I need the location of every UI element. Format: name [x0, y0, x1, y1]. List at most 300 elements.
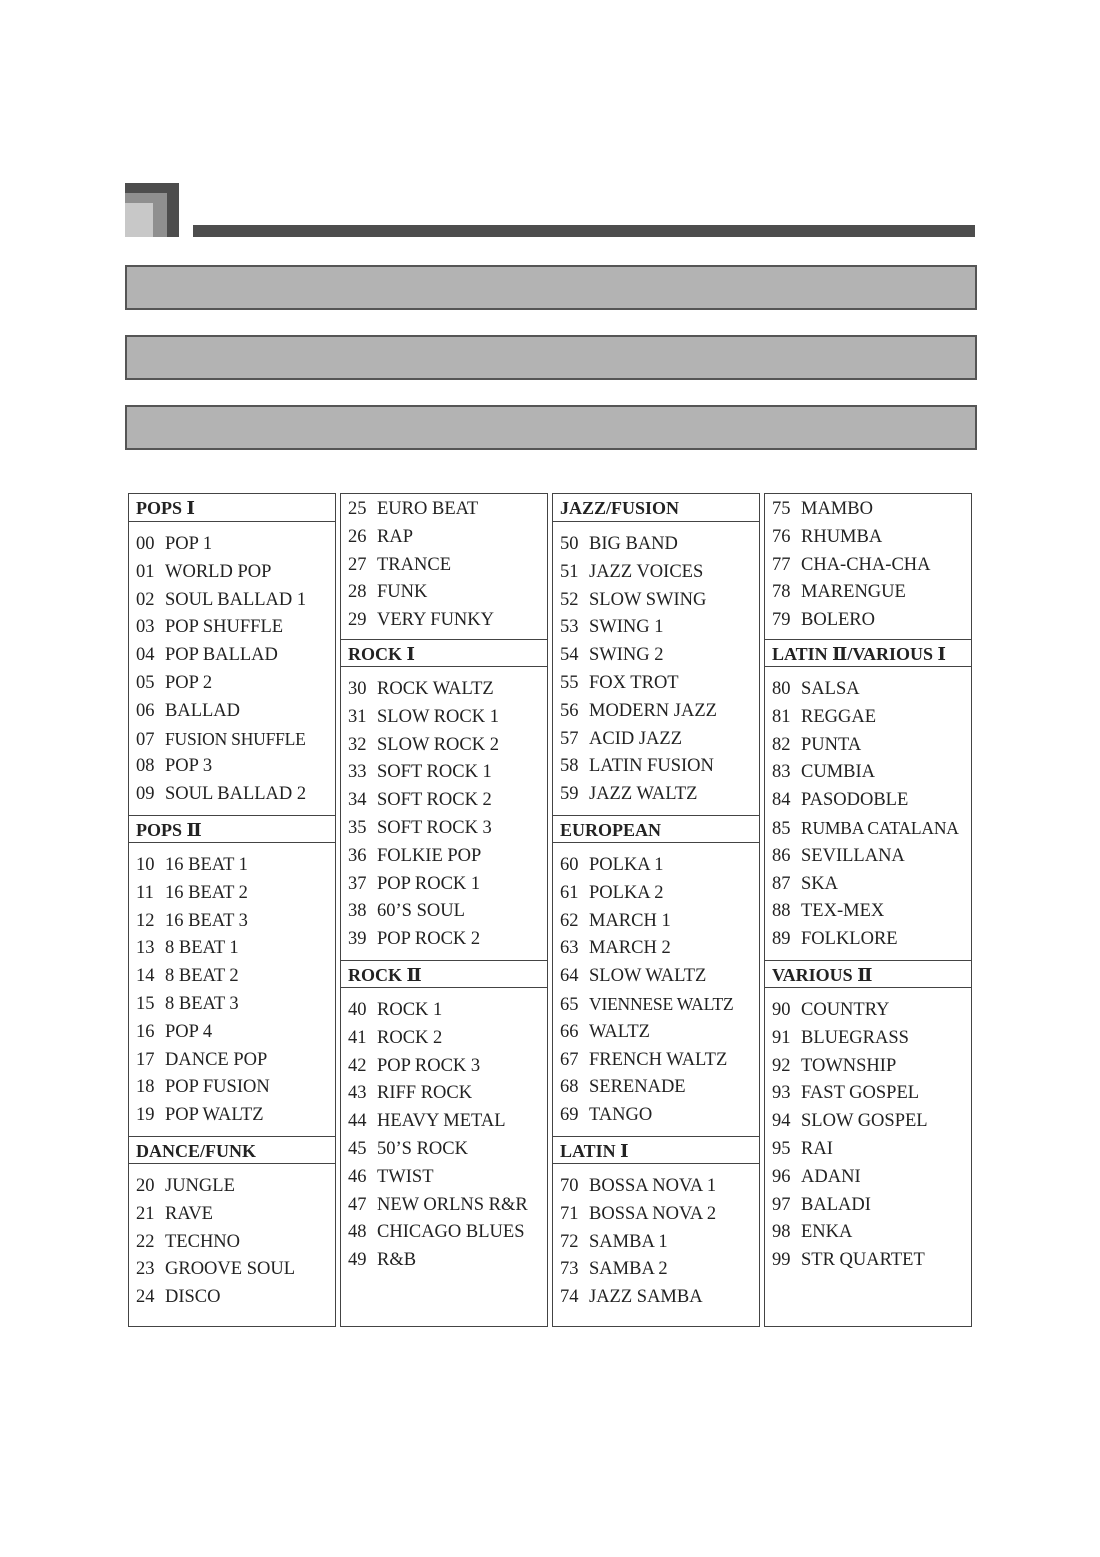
rhythm-number: 40: [348, 999, 367, 1020]
rhythm-item: [553, 963, 759, 991]
rhythm-number: 12: [136, 910, 155, 931]
rhythm-number: 15: [136, 993, 155, 1014]
rhythm-name: BALLAD: [165, 700, 241, 721]
rhythm-name: POP ROCK 1: [377, 873, 481, 894]
rhythm-column-3: [552, 493, 760, 1327]
rhythm-number: 53: [560, 617, 579, 638]
rhythm-item: [765, 607, 971, 635]
rhythm-number: 63: [560, 938, 579, 959]
rhythm-item: [129, 1256, 335, 1284]
rhythm-number: 96: [772, 1166, 791, 1187]
rhythm-name: MARENGUE: [801, 582, 906, 603]
rhythm-name: MAMBO: [801, 499, 873, 519]
rhythm-item: [553, 559, 759, 587]
rhythm-item: [553, 670, 759, 698]
rhythm-name: ROCK 2: [377, 1027, 443, 1048]
rhythm-name: ROCK 1: [377, 999, 443, 1020]
rhythm-number: 31: [348, 706, 367, 727]
rhythm-number: 03: [136, 617, 155, 638]
rhythm-item: [129, 963, 335, 991]
rhythm-number: 94: [772, 1111, 791, 1132]
rhythm-item: [129, 698, 335, 726]
rhythm-number: 60: [560, 854, 579, 875]
category-header: POPS Ⅰ: [129, 494, 335, 522]
rhythm-number: 36: [348, 845, 367, 866]
rhythm-number: 95: [772, 1138, 791, 1159]
rhythm-item: [765, 1192, 971, 1220]
rhythm-name: SLOW GOSPEL: [801, 1111, 928, 1132]
rhythm-item: [553, 1256, 759, 1284]
rhythm-name: JUNGLE: [165, 1175, 235, 1196]
rhythm-number: 47: [348, 1194, 367, 1215]
rhythm-name: MARCH 2: [589, 938, 671, 959]
rhythm-number: 82: [772, 734, 791, 755]
rhythm-item: [341, 898, 547, 926]
rhythm-item: [129, 1229, 335, 1257]
rhythm-number: 52: [560, 589, 579, 610]
rhythm-item: [553, 1229, 759, 1257]
header-corner-ornament: [125, 183, 179, 237]
rhythm-item: [553, 1074, 759, 1102]
rhythm-item: [553, 698, 759, 726]
rhythm-item: [341, 1080, 547, 1108]
rhythm-item: [129, 1047, 335, 1075]
rhythm-item: [129, 781, 335, 809]
rhythm-number: 16: [136, 1021, 155, 1042]
rhythm-name: ROCK WALTZ: [377, 678, 494, 699]
rhythm-item: [129, 726, 335, 754]
rhythm-number: 92: [772, 1055, 791, 1076]
rhythm-name: SLOW WALTZ: [589, 966, 707, 987]
rhythm-name: SOFT ROCK 2: [377, 790, 492, 811]
category-header: LATIN Ⅰ: [553, 1136, 759, 1164]
rhythm-name: TOWNSHIP: [801, 1055, 897, 1076]
rhythm-number: 57: [560, 728, 579, 749]
rhythm-list: [129, 843, 335, 1136]
rhythm-item: [341, 607, 547, 635]
rhythm-name: FAST GOSPEL: [801, 1083, 920, 1104]
category-header: ROCK Ⅰ: [341, 639, 547, 667]
rhythm-number: 11: [136, 882, 154, 903]
rhythm-item: [341, 552, 547, 580]
rhythm-item: [765, 926, 971, 954]
rhythm-number: 00: [136, 534, 155, 554]
rhythm-number: 44: [348, 1111, 367, 1132]
rhythm-list: [553, 522, 759, 815]
rhythm-item: [765, 898, 971, 926]
rhythm-item: [341, 1053, 547, 1081]
rhythm-number: 73: [560, 1259, 579, 1280]
rhythm-item: [765, 1025, 971, 1053]
rhythm-item: [553, 908, 759, 936]
rhythm-name: DANCE POP: [165, 1049, 268, 1070]
rhythm-item: [341, 1247, 547, 1275]
rhythm-name: LATIN FUSION: [589, 756, 714, 777]
rhythm-list: [341, 494, 547, 639]
rhythm-column-2: [340, 493, 548, 1327]
rhythm-item: [129, 614, 335, 642]
rhythm-number: 13: [136, 938, 155, 959]
rhythm-item: [765, 732, 971, 760]
rhythm-item: [553, 1102, 759, 1130]
gray-band-1: [125, 265, 977, 310]
rhythm-number: 25: [348, 499, 367, 519]
rhythm-number: 59: [560, 784, 579, 805]
rhythm-number: 08: [136, 756, 155, 777]
rhythm-item: [553, 531, 759, 559]
rhythm-name: RIFF ROCK: [377, 1083, 473, 1104]
category-header: POPS Ⅱ: [129, 815, 335, 843]
rhythm-number: 19: [136, 1105, 155, 1126]
rhythm-name: REGGAE: [801, 706, 877, 727]
rhythm-item: [553, 642, 759, 670]
rhythm-item: [129, 531, 335, 559]
rhythm-number: 43: [348, 1083, 367, 1104]
rhythm-name: GROOVE SOUL: [165, 1259, 296, 1280]
rhythm-item: [341, 1192, 547, 1220]
rhythm-name: FOX TROT: [589, 672, 679, 693]
rhythm-item: [341, 1025, 547, 1053]
gray-band-3: [125, 405, 977, 450]
rhythm-number: 22: [136, 1231, 155, 1252]
rhythm-name: FRENCH WALTZ: [589, 1049, 728, 1070]
rhythm-item: [341, 676, 547, 704]
rhythm-name: 8 BEAT 3: [165, 993, 239, 1014]
rhythm-item: [553, 614, 759, 642]
rhythm-number: 62: [560, 910, 579, 931]
rhythm-number: 21: [136, 1203, 155, 1224]
rhythm-name: RAI: [801, 1138, 833, 1159]
rhythm-item: [765, 997, 971, 1025]
rhythm-item: [341, 787, 547, 815]
rhythm-number: 23: [136, 1259, 155, 1280]
rhythm-number: 51: [560, 561, 579, 582]
rhythm-name: BOSSA NOVA 2: [589, 1203, 717, 1224]
rhythm-item: [341, 1136, 547, 1164]
rhythm-column-4: [764, 493, 972, 1327]
rhythm-name: POP ROCK 2: [377, 929, 481, 950]
rhythm-item: [553, 852, 759, 880]
rhythm-item: [129, 1019, 335, 1047]
rhythm-number: 01: [136, 561, 155, 582]
rhythm-name: POLKA 1: [589, 854, 664, 875]
rhythm-name: R&B: [377, 1250, 417, 1271]
rhythm-list: [341, 988, 547, 1281]
rhythm-number: 07: [136, 729, 155, 750]
rhythm-item: [553, 935, 759, 963]
rhythm-item: [765, 676, 971, 704]
rhythm-number: 33: [348, 762, 367, 783]
rhythm-number: 04: [136, 645, 155, 666]
rhythm-name: SWING 1: [589, 617, 664, 638]
rhythm-item: [341, 843, 547, 871]
rhythm-item: [553, 991, 759, 1019]
rhythm-name: BLUEGRASS: [801, 1027, 909, 1048]
rhythm-number: 76: [772, 526, 791, 547]
rhythm-item: [129, 1284, 335, 1312]
rhythm-name: JAZZ WALTZ: [589, 784, 698, 805]
rhythm-number: 29: [348, 610, 367, 631]
rhythm-name: RUMBA CATALANA: [801, 817, 959, 838]
rhythm-number: 87: [772, 873, 791, 894]
rhythm-name: FOLKLORE: [801, 929, 898, 950]
rhythm-name: FOLKIE POP: [377, 845, 482, 866]
category-header: ROCK Ⅱ: [341, 960, 547, 988]
rhythm-name: RHUMBA: [801, 526, 883, 547]
rhythm-item: [765, 1108, 971, 1136]
rhythm-item: [553, 1201, 759, 1229]
category-header: VARIOUS Ⅱ: [765, 960, 971, 988]
rhythm-name: 16 BEAT 3: [165, 910, 248, 931]
rhythm-number: 18: [136, 1077, 155, 1098]
rhythm-item: [341, 524, 547, 552]
rhythm-item: [129, 1201, 335, 1229]
rhythm-item: [765, 496, 971, 524]
rhythm-item: [765, 1164, 971, 1192]
rhythm-name: ADANI: [801, 1166, 861, 1187]
rhythm-item: [765, 552, 971, 580]
rhythm-number: 46: [348, 1166, 367, 1187]
rhythm-number: 77: [772, 554, 791, 575]
rhythm-item: [129, 852, 335, 880]
rhythm-number: 83: [772, 762, 791, 783]
rhythm-item: [553, 1047, 759, 1075]
rhythm-number: 71: [560, 1203, 579, 1224]
rhythm-list-table: [128, 493, 972, 1327]
rhythm-number: 27: [348, 554, 367, 575]
gray-band-2: [125, 335, 977, 380]
rhythm-item: [129, 1074, 335, 1102]
rhythm-name: SALSA: [801, 678, 860, 699]
rhythm-item: [553, 781, 759, 809]
rhythm-name: BALADI: [801, 1194, 871, 1215]
rhythm-number: 30: [348, 678, 367, 699]
rhythm-name: RAP: [377, 526, 413, 547]
rhythm-name: STR QUARTET: [801, 1250, 925, 1271]
rhythm-number: 02: [136, 589, 155, 610]
rhythm-name: POP 4: [165, 1021, 213, 1042]
rhythm-number: 99: [772, 1250, 791, 1271]
rhythm-number: 98: [772, 1222, 791, 1243]
rhythm-name: TANGO: [589, 1105, 653, 1126]
rhythm-item: [129, 670, 335, 698]
rhythm-item: [765, 1219, 971, 1247]
rhythm-name: FUSION SHUFFLE: [165, 728, 306, 749]
rhythm-name: SWING 2: [589, 645, 664, 666]
rhythm-number: 39: [348, 929, 367, 950]
rhythm-name: SAMBA 2: [589, 1259, 668, 1280]
rhythm-list: [129, 1164, 335, 1318]
rhythm-number: 72: [560, 1231, 579, 1252]
rhythm-name: 16 BEAT 1: [165, 854, 248, 875]
rhythm-name: MODERN JAZZ: [589, 700, 717, 721]
rhythm-number: 17: [136, 1049, 155, 1070]
rhythm-name: BIG BAND: [589, 534, 678, 554]
rhythm-number: 14: [136, 966, 155, 987]
rhythm-item: [129, 1102, 335, 1130]
rhythm-name: EURO BEAT: [377, 499, 479, 519]
rhythm-item: [765, 704, 971, 732]
rhythm-name: CUMBIA: [801, 762, 876, 783]
rhythm-name: SLOW SWING: [589, 589, 707, 610]
rhythm-name: 50’S ROCK: [377, 1138, 468, 1159]
rhythm-number: 78: [772, 582, 791, 603]
rhythm-item: [765, 871, 971, 899]
rhythm-number: 09: [136, 784, 155, 805]
rhythm-item: [129, 559, 335, 587]
rhythm-name: SOUL BALLAD 1: [165, 589, 307, 610]
rhythm-number: 67: [560, 1049, 579, 1070]
rhythm-name: POP WALTZ: [165, 1105, 264, 1126]
rhythm-name: BOSSA NOVA 1: [589, 1175, 717, 1196]
rhythm-name: NEW ORLNS R&R: [377, 1194, 528, 1215]
rhythm-name: VERY FUNKY: [377, 610, 495, 631]
rhythm-number: 79: [772, 610, 791, 631]
rhythm-name: ACID JAZZ: [589, 728, 683, 749]
rhythm-number: 42: [348, 1055, 367, 1076]
rhythm-item: [765, 787, 971, 815]
rhythm-name: SOUL BALLAD 2: [165, 784, 307, 805]
rhythm-number: 35: [348, 817, 367, 838]
rhythm-name: POP BALLAD: [165, 645, 278, 666]
rhythm-name: SERENADE: [589, 1077, 686, 1098]
rhythm-column-1: [128, 493, 336, 1327]
rhythm-number: 93: [772, 1083, 791, 1104]
rhythm-number: 56: [560, 700, 579, 721]
rhythm-number: 41: [348, 1027, 367, 1048]
rhythm-item: [553, 726, 759, 754]
rhythm-list: [341, 667, 547, 960]
rhythm-number: 50: [560, 534, 579, 554]
rhythm-name: HEAVY METAL: [377, 1111, 506, 1132]
rhythm-name: 16 BEAT 2: [165, 882, 248, 903]
rhythm-list: [765, 667, 971, 960]
rhythm-item: [341, 1108, 547, 1136]
rhythm-number: 06: [136, 700, 155, 721]
rhythm-item: [553, 587, 759, 615]
rhythm-number: 05: [136, 672, 155, 693]
rhythm-number: 88: [772, 901, 791, 922]
rhythm-number: 74: [560, 1287, 579, 1308]
rhythm-name: SLOW ROCK 2: [377, 734, 499, 755]
rhythm-item: [129, 1173, 335, 1201]
rhythm-list: [765, 494, 971, 639]
rhythm-number: 97: [772, 1194, 791, 1215]
rhythm-name: COUNTRY: [801, 999, 890, 1020]
rhythm-number: 58: [560, 756, 579, 777]
rhythm-name: BOLERO: [801, 610, 875, 631]
rhythm-number: 37: [348, 873, 367, 894]
rhythm-item: [341, 704, 547, 732]
rhythm-name: PUNTA: [801, 734, 862, 755]
rhythm-item: [553, 880, 759, 908]
rhythm-name: POP 2: [165, 672, 213, 693]
category-header: LATIN Ⅱ/VARIOUS Ⅰ: [765, 639, 971, 667]
rhythm-name: TWIST: [377, 1166, 434, 1187]
rhythm-name: POP 3: [165, 756, 213, 777]
category-header: EUROPEAN: [553, 815, 759, 843]
rhythm-item: [765, 524, 971, 552]
rhythm-name: CHA-CHA-CHA: [801, 554, 931, 575]
rhythm-number: 10: [136, 854, 155, 875]
rhythm-number: 32: [348, 734, 367, 755]
rhythm-name: SLOW ROCK 1: [377, 706, 499, 727]
rhythm-list: [553, 843, 759, 1136]
rhythm-number: 49: [348, 1250, 367, 1271]
rhythm-item: [553, 1019, 759, 1047]
rhythm-item: [553, 1284, 759, 1312]
rhythm-item: [341, 759, 547, 787]
rhythm-item: [129, 991, 335, 1019]
category-header: JAZZ/FUSION: [553, 494, 759, 522]
rhythm-number: 55: [560, 672, 579, 693]
rhythm-name: DISCO: [165, 1287, 221, 1308]
rhythm-name: WALTZ: [589, 1021, 650, 1042]
rhythm-number: 91: [772, 1027, 791, 1048]
rhythm-item: [341, 732, 547, 760]
rhythm-item: [765, 579, 971, 607]
rhythm-item: [341, 1164, 547, 1192]
rhythm-list: [129, 522, 335, 815]
rhythm-name: PASODOBLE: [801, 790, 909, 811]
rhythm-number: 64: [560, 966, 579, 987]
rhythm-item: [553, 1173, 759, 1201]
rhythm-item: [553, 753, 759, 781]
rhythm-number: 66: [560, 1021, 579, 1042]
rhythm-number: 38: [348, 901, 367, 922]
rhythm-number: 89: [772, 929, 791, 950]
category-header: DANCE/FUNK: [129, 1136, 335, 1164]
rhythm-number: 86: [772, 845, 791, 866]
rhythm-name: SOFT ROCK 1: [377, 762, 492, 783]
rhythm-number: 61: [560, 882, 579, 903]
rhythm-item: [129, 935, 335, 963]
rhythm-item: [129, 753, 335, 781]
rhythm-item: [765, 1053, 971, 1081]
rhythm-number: 70: [560, 1175, 579, 1196]
rhythm-name: JAZZ SAMBA: [589, 1287, 703, 1308]
rhythm-number: 24: [136, 1287, 155, 1308]
rhythm-name: POP SHUFFLE: [165, 617, 284, 638]
rhythm-item: [341, 871, 547, 899]
rhythm-list: [553, 1164, 759, 1318]
rhythm-item: [129, 880, 335, 908]
rhythm-name: POP 1: [165, 534, 213, 554]
rhythm-number: 69: [560, 1105, 579, 1126]
rhythm-name: POP FUSION: [165, 1077, 270, 1098]
rhythm-name: 8 BEAT 2: [165, 966, 239, 987]
rhythm-number: 84: [772, 790, 791, 811]
rhythm-item: [765, 759, 971, 787]
rhythm-name: POLKA 2: [589, 882, 664, 903]
rhythm-name: TEX-MEX: [801, 901, 885, 922]
rhythm-item: [341, 496, 547, 524]
rhythm-item: [341, 997, 547, 1025]
rhythm-item: [341, 579, 547, 607]
rhythm-name: SOFT ROCK 3: [377, 817, 492, 838]
rhythm-number: 65: [560, 994, 579, 1015]
rhythm-name: CHICAGO BLUES: [377, 1222, 525, 1243]
rhythm-number: 54: [560, 645, 579, 666]
rhythm-name: JAZZ VOICES: [589, 561, 704, 582]
rhythm-item: [129, 908, 335, 936]
rhythm-item: [341, 815, 547, 843]
rhythm-item: [765, 1247, 971, 1275]
rhythm-name: FUNK: [377, 582, 428, 603]
rhythm-number: 28: [348, 582, 367, 603]
rhythm-name: TECHNO: [165, 1231, 241, 1252]
rhythm-number: 45: [348, 1138, 367, 1159]
